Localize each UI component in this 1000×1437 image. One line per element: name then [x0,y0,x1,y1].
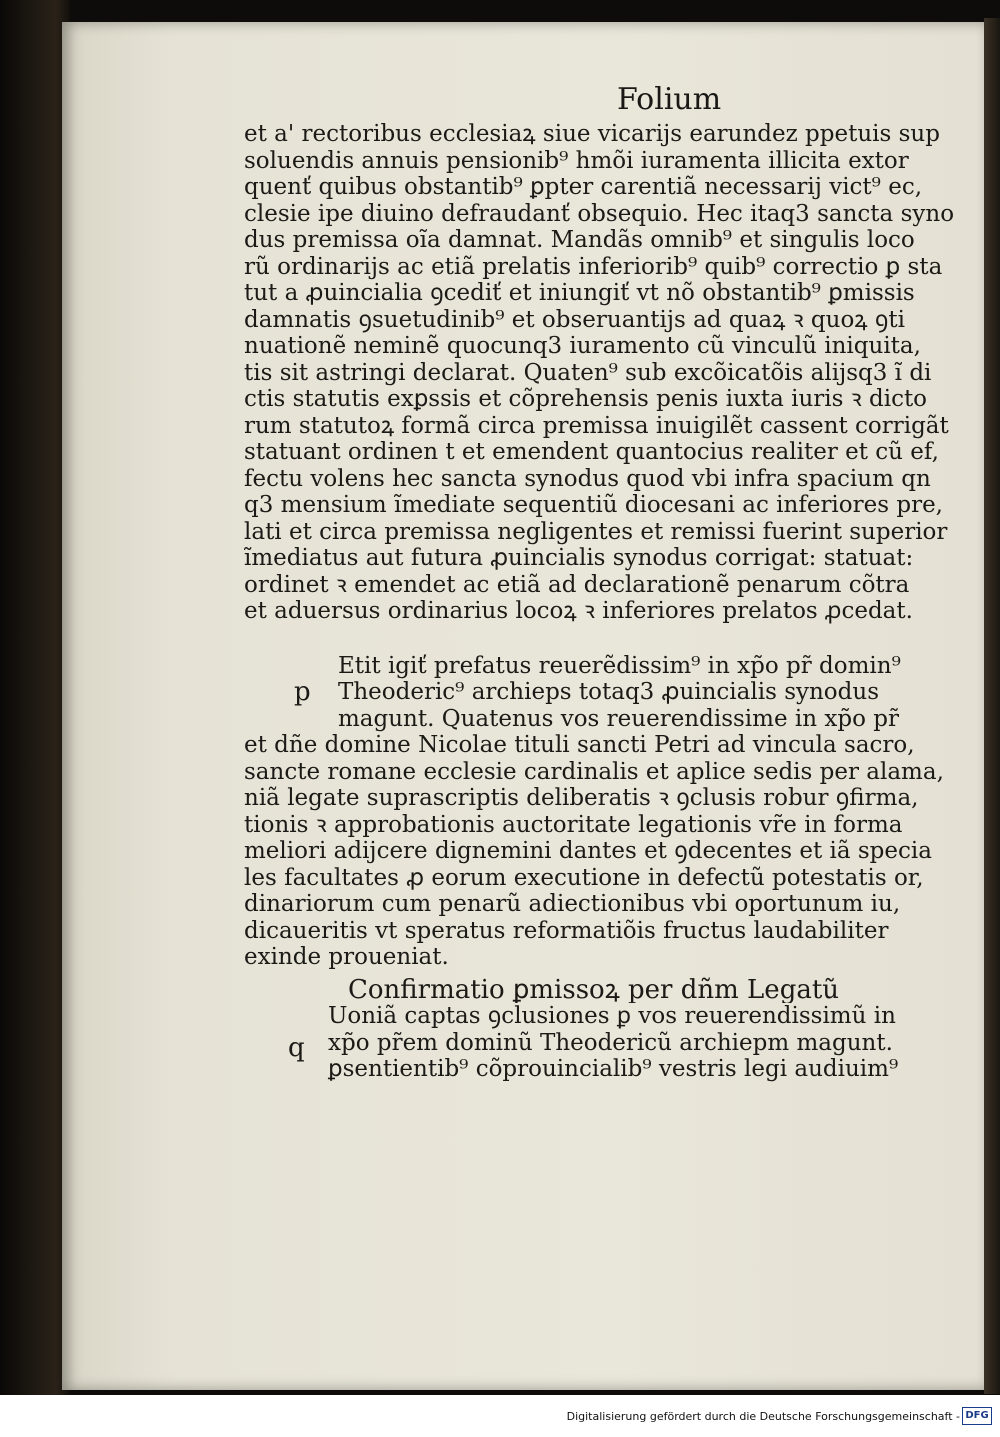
text-line: ctis statutis exꝑssis et cõprehensis penis iuxta iuris ꝛ dicto [244,386,928,412]
text-line: niã legate suprascriptis deliberatis ꝛ ꝯclusis robur ꝯfirma, [244,785,919,811]
text-line: Uoniã captas ꝯclusiones ꝑ vos reuerendissimũ in [328,1003,896,1029]
text-line: nuationẽ neminẽ quocunq3 iuramento cũ vinculũ iniquita, [244,333,921,359]
digitization-footer [0,1395,1000,1437]
guide-letter-q: q [288,1032,305,1063]
text-line: dinariorum cum penarũ adiectionibus vbi oportunum iu, [244,891,901,917]
text-line: sancte romane ecclesie cardinalis et aplice sedis per alama, [244,758,944,785]
text-line: rum statutoꝝ formã circa premissa inuigilẽt cassent corrigãt [244,412,949,439]
text-line: Etit igiť prefatus reuerẽdissim⁹ in xp̃o pr̃ domin⁹ [338,652,901,679]
text-line: tionis ꝛ approbationis auctoritate legationis vr̃e in forma [244,811,903,838]
text-line: Theoderic⁹ archieps totaq3 ꝓuincialis synodus [338,679,879,705]
dfg-logo: DFG [962,1407,992,1425]
text-line: tut a ꝓuincialia ꝯcediť et iniungiť vt nõ obstantib⁹ ꝑmissis [244,280,915,306]
paragraph-gap [244,625,954,653]
text-line: clesie ipe diuino defraudanť obsequio. Hec itaq3 sancta syno [244,200,954,227]
text-line: meliori adijcere dignemini dantes et ꝯdecentes et iã specia [244,838,932,864]
text-line: ꝑsentientib⁹ cõprouincialib⁹ vestris legi audiuim⁹ [328,1056,899,1082]
text-line: damnatis ꝯsuetudinib⁹ et obseruantijs ad quaꝝ ꝛ quoꝝ ꝯti [244,306,905,333]
paragraph-1 [244,121,954,625]
text-line: soluendis annuis pensionib⁹ hmõi iuramenta illicita extor [244,147,909,174]
text-line: xp̃o pr̃em dominũ Theodericũ archiepm magunt. [328,1029,893,1056]
text-line: et aduersus ordinarius locoꝝ ꝛ inferiores prelatos ꝓcedat. [244,598,913,624]
text-line: exinde proueniat. [244,944,449,970]
guide-letter-p: p [294,676,311,707]
text-line: et dñe domine Nicolae tituli sancti Petri ad vincula sacro, [244,732,915,758]
text-line: q3 mensium ĩmediate sequentiũ diocesani ac inferiores pre, [244,492,943,518]
paragraph-2 [244,653,954,971]
text-line: fectu volens hec sancta synodus quod vbi infra spacium qn [244,465,931,492]
page-body [244,121,954,1083]
text-line: les facultates ꝓ eorum executione in defectũ potestatis or, [244,864,924,891]
text-line: magunt. Quatenus vos reuerendissime in xp̃o pr̃ [338,705,899,732]
rubric-heading: Confirmatio ꝑmissoꝝ per dñm Legatũ [348,976,840,1003]
text-line: rũ ordinarijs ac etiã prelatis inferiorib⁹ quib⁹ correctio ꝑ sta [244,253,943,280]
funding-credit: Digitalisierung gefördert durch die Deutsche Forschungsgemeinschaft - [566,1410,960,1423]
text-line: ordinet ꝛ emendet ac etiã ad declarationẽ penarum cõtra [244,571,910,598]
text-line: lati et circa premissa negligentes et remissi fuerint superior [244,518,948,545]
text-line: quenť quibus obstantib⁹ ꝑpter carentiã necessarij vict⁹ ec, [244,174,923,200]
book-spine [0,0,70,1395]
text-line: tis sit astringi declarat. Quaten⁹ sub excõicatõis alijsq3 ĩ di [244,359,932,386]
text-line: dus premissa oĩa damnat. Mandãs omnib⁹ et singulis loco [244,227,915,253]
page-edge [984,18,1000,1394]
text-line: et a' rectoribus ecclesiaꝝ siue vicarijs earundez ppetuis sup [244,121,940,147]
paragraph-3 [244,977,954,1083]
text-line: statuant ordinen t et emendent quantocius realiter et cũ ef, [244,439,939,465]
text-line: ĩmediatus aut futura ꝓuincialis synodus corrigat: statuat: [244,545,914,571]
page-header-folium: Folium [617,82,722,117]
text-line: dicaueritis vt speratus reformatiõis fructus laudabiliter [244,917,889,944]
